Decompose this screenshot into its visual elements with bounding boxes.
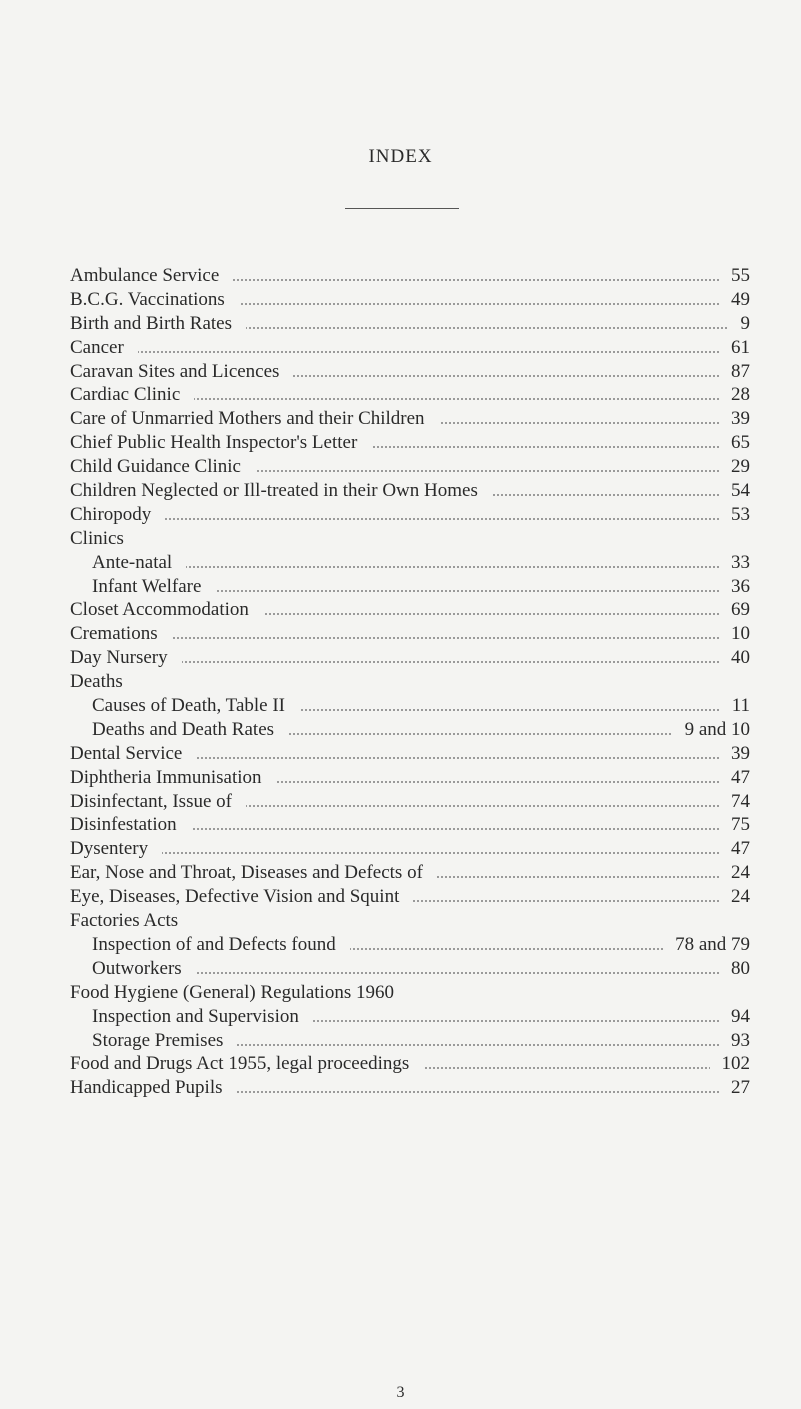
entry-page-number: 54 [719, 479, 750, 503]
entry-label: Chiropody [70, 503, 165, 527]
entry-label: Closet Accommodation [70, 598, 263, 622]
entry-page-number: 80 [719, 957, 750, 981]
entry-label: Clinics [70, 527, 138, 551]
index-entry [70, 431, 750, 455]
entry-label: Storage Premises [70, 1029, 237, 1053]
page-number: 3 [396, 1384, 405, 1401]
entry-page-number: 36 [719, 575, 750, 599]
entry-label: Ear, Nose and Throat, Diseases and Defects of [70, 861, 437, 885]
entry-page-number: 61 [719, 336, 750, 360]
index-entry [70, 861, 750, 885]
entry-page-number: 78 and 79 [663, 933, 750, 957]
index-entry [70, 646, 750, 670]
index-entry [70, 813, 750, 837]
entry-label: Diphtheria Immunisation [70, 766, 276, 790]
entry-page-number: 24 [719, 861, 750, 885]
entry-page-number: 94 [719, 1005, 750, 1029]
dot-leader [70, 637, 750, 639]
entry-label: Children Neglected or Ill-treated in their Own Homes [70, 479, 492, 503]
entry-page-number: 87 [719, 360, 750, 384]
entry-label: Food Hygiene (General) Regulations 1960 [70, 981, 408, 1005]
index-entry [70, 503, 750, 527]
index-subentry [70, 1005, 750, 1029]
entry-label: Deaths [70, 670, 137, 694]
entry-label: Chief Public Health Inspector's Letter [70, 431, 371, 455]
entry-label: Disinfestation [70, 813, 191, 837]
index-subentry [70, 551, 750, 575]
index-entry [70, 670, 750, 694]
entry-page-number: 102 [710, 1052, 751, 1076]
index-entry [70, 455, 750, 479]
index-entry [70, 527, 750, 551]
page-title: INDEX [368, 146, 433, 167]
entry-page-number: 9 [729, 312, 751, 336]
index-entry [70, 479, 750, 503]
index-entry [70, 288, 750, 312]
entry-label: Dental Service [70, 742, 196, 766]
index-entry [70, 1076, 750, 1100]
entry-page-number: 74 [719, 790, 750, 814]
index-entry [70, 1052, 750, 1076]
index-entry [70, 407, 750, 431]
entry-label: Infant Welfare [70, 575, 215, 599]
entry-label: Inspection of and Defects found [70, 933, 350, 957]
dot-leader [70, 351, 750, 353]
index-subentry [70, 694, 750, 718]
entry-page-number: 49 [719, 288, 750, 312]
index-entry [70, 360, 750, 384]
entry-page-number: 24 [719, 885, 750, 909]
entry-label: Child Guidance Clinic [70, 455, 255, 479]
entry-label: Ante-natal [70, 551, 186, 575]
entry-page-number: 65 [719, 431, 750, 455]
index-entry [70, 909, 750, 933]
index-subentry [70, 1029, 750, 1053]
index-subentry [70, 575, 750, 599]
index-entry [70, 766, 750, 790]
index-entry [70, 312, 750, 336]
entry-label: Birth and Birth Rates [70, 312, 246, 336]
dot-leader [70, 852, 750, 854]
index-entry [70, 885, 750, 909]
entry-label: Outworkers [70, 957, 196, 981]
entry-page-number: 69 [719, 598, 750, 622]
entry-label: Care of Unmarried Mothers and their Children [70, 407, 439, 431]
index-entry [70, 264, 750, 288]
entry-page-number: 27 [719, 1076, 750, 1100]
dot-leader [70, 518, 750, 520]
entry-page-number: 39 [719, 407, 750, 431]
index-subentry [70, 933, 750, 957]
entry-label: Cancer [70, 336, 138, 360]
entry-page-number: 47 [719, 766, 750, 790]
index-entry [70, 336, 750, 360]
index-list [70, 264, 750, 1100]
index-entry [70, 598, 750, 622]
entry-page-number: 40 [719, 646, 750, 670]
entry-label: Day Nursery [70, 646, 182, 670]
entry-label: Dysentery [70, 837, 162, 861]
entry-label: Ambulance Service [70, 264, 233, 288]
entry-label: Eye, Diseases, Defective Vision and Squint [70, 885, 413, 909]
entry-page-number: 47 [719, 837, 750, 861]
entry-label: Disinfectant, Issue of [70, 790, 246, 814]
entry-label: Inspection and Supervision [70, 1005, 313, 1029]
entry-page-number: 55 [719, 264, 750, 288]
entry-page-number: 11 [720, 694, 750, 718]
entry-page-number: 93 [719, 1029, 750, 1053]
entry-page-number: 53 [719, 503, 750, 527]
index-subentry [70, 718, 750, 742]
entry-label: B.C.G. Vaccinations [70, 288, 239, 312]
entry-label: Caravan Sites and Licences [70, 360, 293, 384]
entry-page-number: 75 [719, 813, 750, 837]
entry-page-number: 33 [719, 551, 750, 575]
title-divider [345, 208, 459, 209]
entry-page-number: 9 and 10 [673, 718, 750, 742]
index-entry [70, 981, 750, 1005]
index-entry [70, 383, 750, 407]
index-entry [70, 622, 750, 646]
entry-page-number: 10 [719, 622, 750, 646]
entry-page-number: 28 [719, 383, 750, 407]
entry-label: Cardiac Clinic [70, 383, 194, 407]
index-entry [70, 790, 750, 814]
entry-label: Food and Drugs Act 1955, legal proceedings [70, 1052, 423, 1076]
entry-label: Factories Acts [70, 909, 192, 933]
entry-label: Handicapped Pupils [70, 1076, 237, 1100]
entry-page-number: 29 [719, 455, 750, 479]
entry-page-number: 39 [719, 742, 750, 766]
index-entry [70, 742, 750, 766]
entry-label: Cremations [70, 622, 172, 646]
entry-label: Causes of Death, Table II [70, 694, 299, 718]
index-subentry [70, 957, 750, 981]
index-entry [70, 837, 750, 861]
entry-label: Deaths and Death Rates [70, 718, 288, 742]
